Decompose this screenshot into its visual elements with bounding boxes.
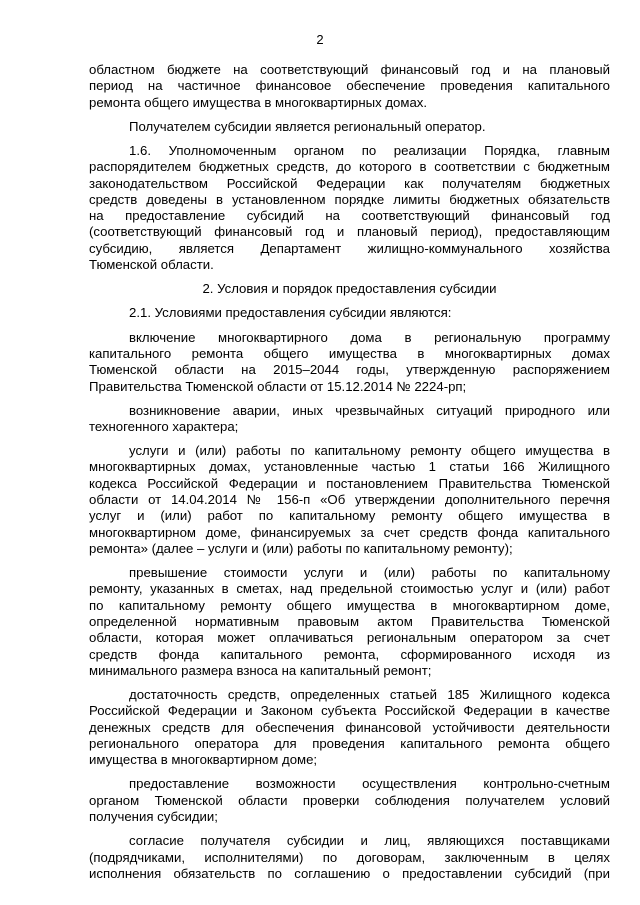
text-line: ремонта» (далее – услуги и (или) работы по капитальному ремонту); [89,540,513,556]
text-line: исполнения обязательств по соглашению о предоставлении субсидий (при [89,865,610,881]
text-line: согласие получателя субсидии и лиц, являющихся поставщиками [129,833,610,849]
text-line: регионального оператора для проведения капитального ремонта общего [89,736,610,751]
text-line: (подрядчиками, исполнителями) по договорам, заключенным в целях [89,849,610,865]
text-line: области от 14.04.2014 № 156-п «Об утверждении дополнительного перечня [89,492,610,508]
text-line: многоквартирном доме, финансируемых за счет средств фонда капитального [89,524,610,540]
text-line: капитального ремонта общего имущества в многоквартирных домах [89,345,610,361]
text-line: денежных средств для обеспечения финансовой устойчивости деятельности [89,719,610,735]
text-line: области, которая может оплачиваться региональным оператором за счет [89,630,610,646]
paragraph [89,833,610,882]
text-line: многоквартирных домах, установленные частью 1 статьи 166 Жилищного [89,459,610,475]
paragraph [89,143,610,273]
text-line: техногенного характера; [89,418,239,434]
text-line: получения субсидии; [89,809,218,825]
text-line: минимального размера взноса на капитальный ремонт; [89,662,432,678]
paragraph [89,776,610,825]
text-line: имущества в многоквартирном доме; [89,752,318,768]
text-line: Российской Федерации и Законом субъекта Российской Федерации в качестве [89,703,610,719]
text-line: ремонту, указанных в сметах, над предельной стоимостью услуг и (или) работ [89,581,610,597]
page-number: 2 [316,32,324,47]
text-line: Правительства Тюменской области от 15.12.2014 № 2224-рп; [89,378,467,394]
paragraph [89,330,610,395]
text-line: средств доведены в установленном порядке лимиты бюджетных обязательств [89,191,610,207]
text-line: услуг и (или) работ по капитальному ремонту общего имущества в [89,508,610,524]
text-line: возникновение аварии, иных чрезвычайных ситуаций природного или [129,402,610,418]
text-line: превышение стоимости услуги и (или) работы по капитальному [129,565,610,581]
text-line: органом Тюменской области проверки соблюдения получателем условий [89,792,610,808]
text-line: субсидию, является Департамент жилищно-коммунального хозяйства [89,240,610,256]
text-line: кодекса Российской Федерации и постановлением Правительства Тюменской [89,475,610,491]
text-line: областном бюджете на соответствующий финансовый год и на плановый [89,62,610,77]
text-line: Получателем субсидии является региональный оператор. [129,118,486,134]
paragraph [89,565,610,679]
text-line: определенной нормативным правовым актом Правительства Тюменской [89,614,610,630]
text-line: достаточность средств, определенных статьей 185 Жилищного кодекса [129,687,610,703]
text-line: (соответствующий финансовый год и плановый период), предоставляющим [89,224,610,240]
text-line: период на частичное финансовое обеспечение проведения капитального [89,78,610,94]
document-body [89,62,610,890]
text-line: 1.6. Уполномоченным органом по реализации Порядка, главным [129,142,610,158]
text-line: 2.1. Условиями предоставления субсидии являются: [129,305,452,321]
text-line: на предоставление субсидий на соответствующий финансовый год [89,208,610,224]
paragraph [89,403,610,436]
text-line: законодательством Российской Федерации как получателям бюджетных [89,175,610,191]
text-line: Тюменской области. [89,257,214,273]
paragraph [89,687,610,768]
text-line: ремонта общего имущества в многоквартирных домах. [89,94,428,110]
text-line: предоставление возможности осуществления контрольно-счетным [129,776,610,792]
text-line: Тюменской области на 2015–2044 годы, утвержденную распоряжением [89,362,610,378]
paragraph [89,443,610,557]
text-line: включение многоквартирного дома в региональную программу [129,329,610,345]
text-line: средств фонда капитального ремонта, сформированного исходя из [89,646,610,662]
text-line: распорядителем бюджетных средств, до которого в соответствии с бюджетным [89,159,610,175]
paragraph [89,305,610,321]
text-line: по капитальному ремонту общего имущества в многоквартирном доме, [89,597,610,613]
text-line: 2. Условия и порядок предоставления субсидии [202,281,497,297]
text-line: услуги и (или) работы по капитальному ремонту общего имущества в [129,443,610,459]
section-heading [89,281,610,297]
paragraph [89,62,610,111]
paragraph [89,119,610,135]
